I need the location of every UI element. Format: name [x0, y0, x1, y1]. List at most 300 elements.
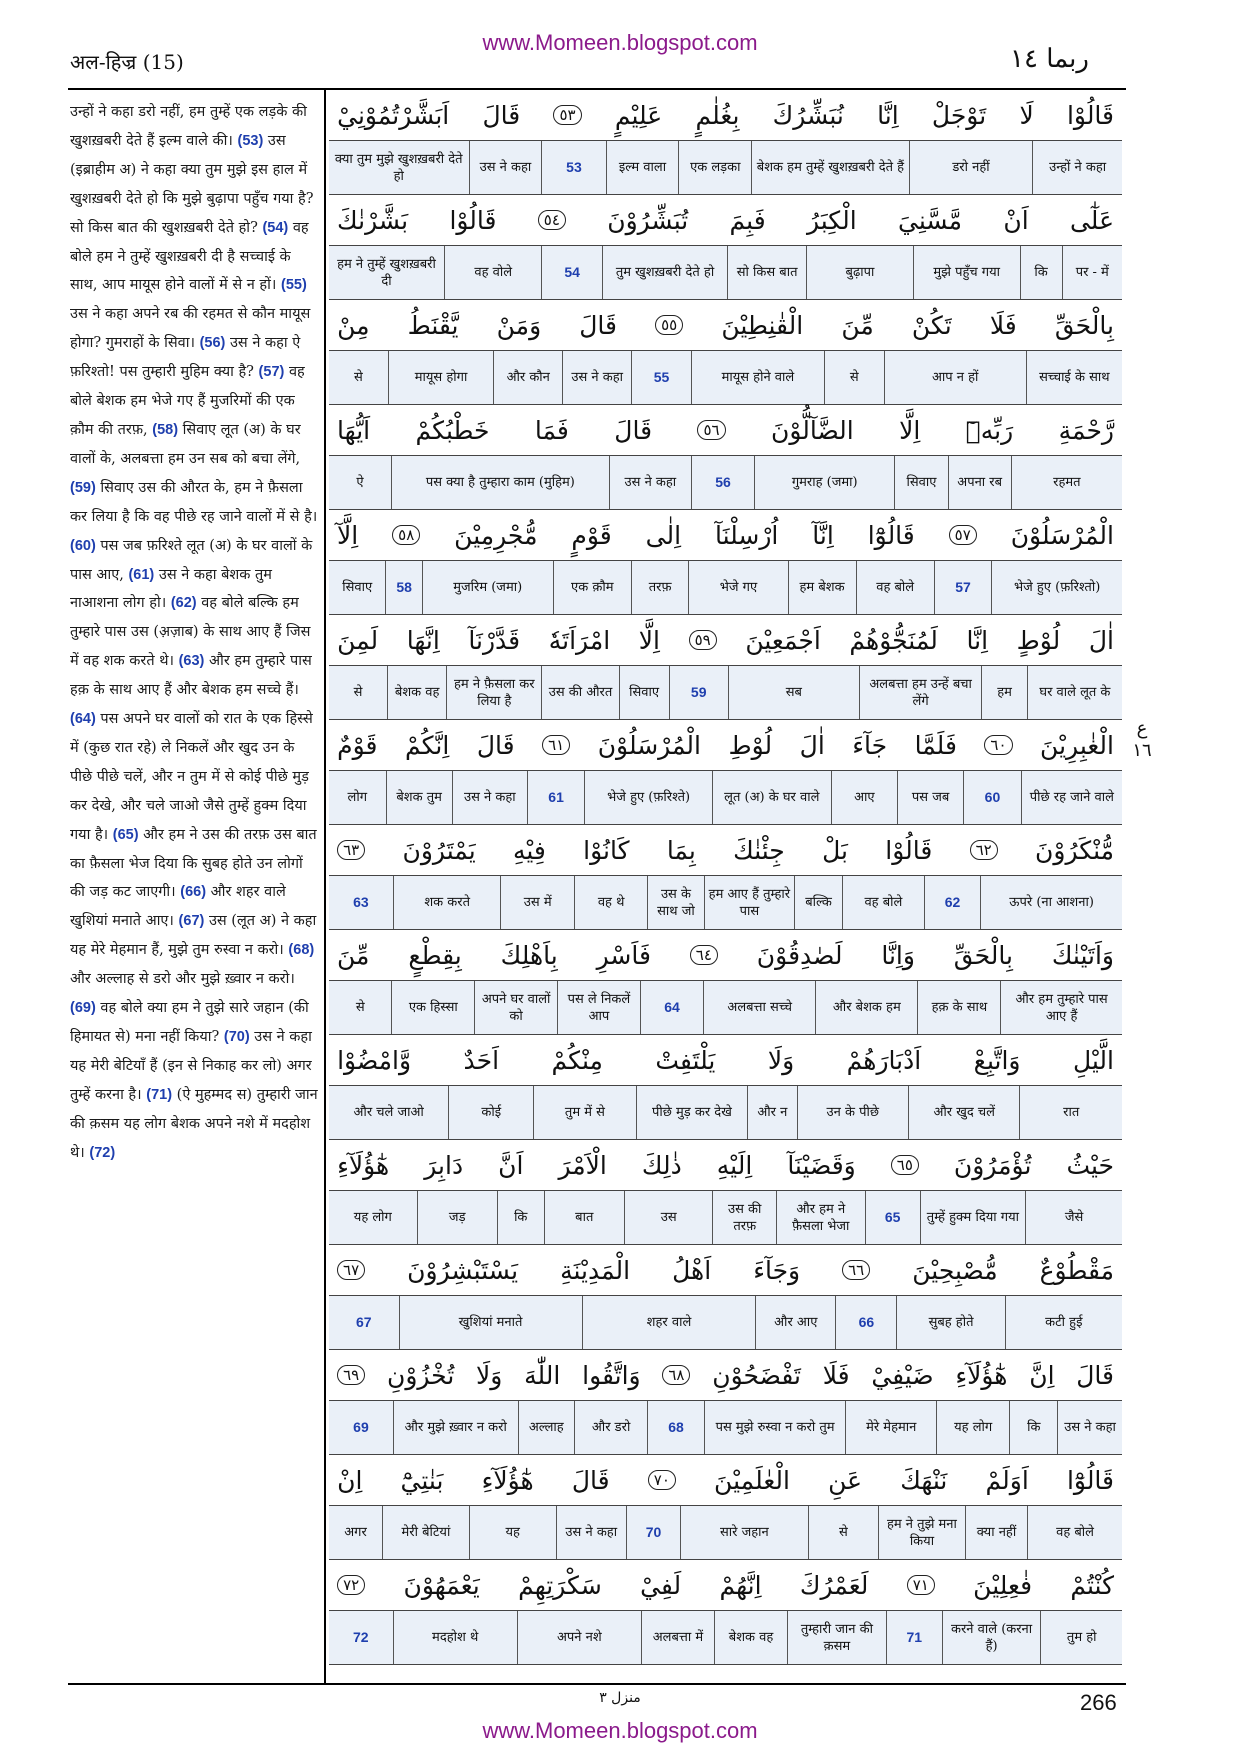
word-meaning-row	[329, 1085, 1122, 1140]
translation-text: उस ने कहा बेशक तुम नाआशना लोग हो।	[70, 566, 272, 612]
arabic-word: اِنْ	[337, 1465, 363, 1495]
word-meaning-cell: बेशक हम तुम्हें खुशख़बरी देते हैं	[751, 141, 909, 194]
word-meaning-cell: मदहोश थे	[393, 1611, 517, 1664]
juz-label: ربما ١٤	[1010, 44, 1089, 74]
arabic-word: تَوْجَلْ	[931, 100, 987, 130]
word-meaning-cell: सिवाए	[342, 580, 373, 595]
verse-number: (63)	[178, 653, 205, 670]
word-meaning-cell: आप न हों	[884, 351, 1026, 404]
word-meaning-cell: लूत (अ) के घर वाले	[712, 771, 831, 824]
ayah-marker: ٥٦	[697, 420, 725, 440]
site-url-top[interactable]: www.Momeen.blogspot.com	[482, 30, 758, 55]
arabic-word: الَّيْلِ	[1072, 1045, 1114, 1075]
arabic-word: رَّحْمَةِ	[1058, 415, 1114, 445]
arabic-word: تُؤْمَرُوْنَ	[953, 1150, 1032, 1180]
ayah-marker: ٧٢	[337, 1575, 365, 1595]
arabic-word: اِلَّا	[638, 625, 660, 655]
arabic-word: هٰٓؤُلَآءِ	[481, 1465, 534, 1495]
verse-number: (65)	[112, 826, 139, 843]
arabic-word: بَشَّرْنٰكَ	[337, 205, 409, 235]
word-meaning-cell: पस जब	[897, 771, 963, 824]
translation-text: और हम तुम्हारे पास हक़ के साथ आए हैं और बेशक हम सच्चे हैं।	[70, 653, 312, 699]
word-by-word-grid	[329, 90, 1122, 1665]
arabic-word: يَمْتَرُوْنَ	[402, 835, 476, 865]
word-meaning-cell: सारे जहान	[680, 1506, 808, 1559]
arabic-word: قَالَ	[571, 1465, 610, 1495]
arabic-word: تُخْزُوْنِ	[386, 1360, 455, 1390]
arabic-word: مِنْكُمْ	[551, 1045, 603, 1075]
word-meaning-cell: तुम खुशख़बरी देते हो	[602, 246, 727, 299]
word-meaning-cell: शहर वाले	[582, 1296, 756, 1349]
word-meaning-cell: उस ने कहा	[469, 141, 542, 194]
word-meaning-cell: वह बोले	[856, 561, 934, 614]
word-meaning-cell: वह बोले	[1027, 1506, 1122, 1559]
arabic-verse-row	[329, 300, 1122, 350]
word-meaning-cell: मायूस होने वाले	[691, 351, 824, 404]
page-number: 266	[1080, 1690, 1117, 1715]
arabic-word: فَاَسْرِ	[596, 940, 651, 970]
word-meaning-cell: क्या नहीं	[965, 1506, 1027, 1559]
arabic-word: اِلٰى	[645, 520, 682, 550]
arabic-word: دَابِرَ	[424, 1150, 464, 1180]
arabic-verse-row	[329, 930, 1122, 980]
word-meaning-cell: अल्लाह	[518, 1401, 574, 1454]
arabic-word: الْمُرْسَلُوْنَ	[597, 730, 701, 760]
arabic-word: اَنْ	[1003, 205, 1029, 235]
ayah-marker: ٥٤	[538, 210, 566, 230]
ayah-marker: ٦٠	[984, 735, 1012, 755]
word-meaning-cell: हम ने तुझे मना किया	[878, 1506, 965, 1559]
arabic-word: اُرْسِلْنَآ	[714, 520, 779, 550]
arabic-word: لَا	[1019, 100, 1034, 130]
arabic-word: الْاَمْرَ	[558, 1150, 607, 1180]
word-meaning-cell: अपने नशे	[517, 1611, 641, 1664]
word-meaning-cell: पस मुझे रुस्वा न करो तुम	[704, 1401, 846, 1454]
arabic-verse-row	[329, 1560, 1122, 1610]
word-meaning-cell: और चले जाओ	[353, 1105, 424, 1120]
verse-number: (59)	[70, 479, 96, 496]
ruku-mark: ع ١٦	[1132, 718, 1152, 761]
word-meaning-cell: और कौन	[493, 351, 562, 404]
arabic-word: وَمَنْ	[496, 310, 542, 340]
arabic-verse-row	[329, 405, 1122, 455]
word-meaning-cell: रहमत	[1011, 456, 1122, 509]
word-meaning-cell: भेजे गए	[688, 561, 787, 614]
word-meaning-cell: और आए	[755, 1296, 835, 1349]
verse-number: (69)	[70, 1000, 96, 1017]
arabic-word: مِّنَ	[841, 310, 874, 340]
word-meaning-cell: सिवाए	[894, 456, 947, 509]
word-meaning-cell: बेशक वह	[714, 1611, 787, 1664]
surah-title: अल-हिज्र (15)	[70, 50, 184, 74]
word-meaning-cell: मेरी बेटियां	[382, 1506, 469, 1559]
verse-number: (64)	[70, 711, 96, 728]
arabic-word: لَصٰدِقُوْنَ	[756, 940, 843, 970]
arabic-word: لَفِيْ	[640, 1570, 682, 1600]
site-url-bottom[interactable]: www.Momeen.blogspot.com	[482, 1718, 758, 1743]
arabic-word: بِاَهْلِكَ	[500, 940, 558, 970]
arabic-word: عَلٰٓى	[1069, 205, 1114, 235]
verse-number-cell: 70	[626, 1506, 680, 1559]
arabic-verse-row	[329, 1455, 1122, 1505]
word-meaning-cell: मायूस होगा	[388, 351, 493, 404]
word-meaning-cell: मेरे मेहमान	[845, 1401, 936, 1454]
ayah-marker: ٥٨	[392, 525, 420, 545]
verse-number-cell: 67	[356, 1314, 372, 1330]
arabic-word: وَاِنَّا	[881, 940, 915, 970]
word-meaning-cell: जड़	[417, 1191, 497, 1244]
arabic-word: لَمُنَجُّوْهُمْ	[849, 625, 938, 655]
word-meaning-cell: हम	[981, 666, 1027, 719]
arabic-word: قَالُوْا	[885, 835, 933, 865]
verse-number: (57)	[258, 364, 285, 381]
word-meaning-cell: हम ने फ़ैसला कर लिया है	[446, 666, 541, 719]
word-meaning-cell: उस के साथ जो	[647, 876, 703, 929]
arabic-word: اَحَدٌ	[463, 1045, 500, 1075]
word-meaning-cell: लोग	[347, 790, 368, 805]
word-meaning-cell: इल्म वाला	[606, 141, 679, 194]
word-meaning-cell: उस की तरफ़	[712, 1191, 776, 1244]
word-meaning-row	[329, 665, 1122, 720]
ayah-marker: ٦٣	[337, 840, 365, 860]
arabic-word: اِنَّكُمْ	[404, 730, 450, 760]
translation-text: वह बोले हम ने तुम्हें खुशख़बरी दी है सच्चाई के साथ, आप मायूस होने वालों में से न हों।	[70, 219, 309, 294]
word-meaning-cell: मुझे पहुँच गया	[913, 246, 1020, 299]
translation-text: सिवाए लूत (अ) के घर वालों के, अलबत्ता हम उन सब को बचा लेंगे,	[70, 421, 301, 467]
word-meaning-cell: हम ने तुम्हें खुशख़बरी दी	[337, 256, 436, 289]
arabic-word: مَّسَّنِيَ	[897, 205, 963, 235]
translation-text: और शहर वाले खुशियां मनाते आए।	[70, 884, 286, 930]
arabic-word: كُنْتُمْ	[1070, 1570, 1114, 1600]
verse-number-cell: 53	[541, 141, 605, 194]
ayah-marker: ٥٣	[553, 105, 581, 125]
translation-text: वह बोले क्या हम ने तुझे सारे जहान (की हिमायत से) मना नहीं किया?	[70, 1000, 309, 1045]
word-meaning-cell: अपने घर वालों को	[474, 981, 557, 1034]
word-meaning-row	[329, 980, 1122, 1035]
ayah-marker: ٦٨	[662, 1365, 690, 1385]
arabic-word: اِلَّآ	[337, 520, 359, 550]
arabic-word: رَبِّهٖٓ	[965, 415, 1014, 445]
verse-number-cell: 60	[963, 771, 1021, 824]
arabic-verse-row	[329, 720, 1122, 770]
arabic-word: وَلَا	[767, 1045, 795, 1075]
word-meaning-cell: घर वाले लूत के	[1027, 666, 1122, 719]
arabic-word: مُّصْبِحِيْنَ	[912, 1255, 998, 1285]
arabic-word: اِنَّهَا	[406, 625, 440, 655]
arabic-word: اِنَّا	[877, 100, 899, 130]
word-meaning-cell: यह लोग	[353, 1210, 392, 1225]
arabic-word: وَاتَّبِعْ	[973, 1045, 1021, 1075]
arabic-word: قَدَّرْنَآ	[468, 625, 521, 655]
arabic-word: مِّنَ	[337, 940, 370, 970]
arabic-word: بَنٰتِيْٓ	[400, 1465, 444, 1495]
word-meaning-cell: और हम ने फ़ैसला भेजा	[776, 1191, 865, 1244]
word-meaning-cell: अलबत्ता में	[641, 1611, 714, 1664]
verse-number: (55)	[281, 277, 307, 294]
arabic-word: فَمَا	[534, 415, 569, 445]
arabic-word: مُّجْرِمِيْنَ	[454, 520, 538, 550]
verse-number-cell: 58	[385, 561, 421, 614]
word-meaning-row	[329, 1505, 1122, 1560]
verse-number-cell: 72	[353, 1629, 369, 1645]
word-meaning-cell: गुमराह (जमा)	[754, 456, 894, 509]
word-meaning-cell: और हम तुम्हारे पास आए हैं	[1000, 981, 1122, 1034]
word-meaning-row	[329, 770, 1122, 825]
arabic-word: يَسْتَبْشِرُوْنَ	[407, 1255, 519, 1285]
verse-number-cell: 54	[541, 246, 601, 299]
translation-text: सिवाए उस की औरत के, हम ने फ़ैसला कर लिया है कि वह पीछे रह जाने वालों में से है।	[70, 479, 318, 525]
ayah-marker: ٦٤	[690, 945, 718, 965]
word-meaning-cell: बुढ़ापा	[806, 246, 913, 299]
word-meaning-cell: पर - में	[1062, 246, 1122, 299]
ayah-marker: ٧١	[907, 1575, 935, 1595]
word-meaning-cell: वह वोले	[444, 246, 541, 299]
word-meaning-row	[329, 875, 1122, 930]
word-meaning-cell: उस ने कहा	[609, 456, 691, 509]
verse-number: (70)	[223, 1029, 250, 1045]
arabic-word: بَلْ	[822, 835, 848, 865]
word-meaning-cell: कटी हुई	[1005, 1296, 1122, 1349]
arabic-word: بِالْحَقِّ	[1054, 310, 1114, 340]
arabic-word: اِنَّهُمْ	[719, 1570, 762, 1600]
word-meaning-row	[329, 245, 1122, 300]
arabic-word: عَنِ	[828, 1465, 863, 1495]
word-meaning-cell: और मुझे ख़्वार न करो	[393, 1401, 518, 1454]
arabic-word: الْغٰبِرِيْنَ	[1040, 730, 1114, 760]
word-meaning-row	[329, 1400, 1122, 1455]
verse-number-cell: 68	[647, 1401, 703, 1454]
arabic-word: جَآءَ	[852, 730, 888, 760]
word-meaning-row	[329, 1295, 1122, 1350]
arabic-word: اللّٰهَ	[524, 1360, 561, 1390]
ayah-marker: ٦٢	[970, 840, 998, 860]
word-meaning-cell: पीछे मुड़ कर देखे	[636, 1086, 747, 1139]
arabic-word: امْرَاَتَهٗ	[548, 625, 611, 655]
column-divider	[324, 88, 326, 1685]
word-meaning-cell: और न	[747, 1086, 796, 1139]
word-meaning-cell: एक क़ौम	[553, 561, 631, 614]
translation-verse	[70, 711, 313, 843]
word-meaning-cell: अगर	[344, 1525, 367, 1540]
arabic-word: ذٰلِكَ	[641, 1150, 682, 1180]
arabic-word: الْكِبَرُ	[806, 205, 857, 235]
word-meaning-cell: एक हिस्सा	[391, 981, 474, 1034]
arabic-word: لُوْطٍ	[1016, 625, 1061, 655]
arabic-word: قَالُوْٓا	[867, 520, 915, 550]
arabic-word: اَوَلَمْ	[985, 1465, 1029, 1495]
arabic-word: فِيْهِ	[512, 835, 546, 865]
ayah-marker: ٥٩	[689, 630, 717, 650]
arabic-word: خَطْبُكُمْ	[415, 415, 490, 445]
word-meaning-cell: तुम हो	[1040, 1611, 1122, 1664]
arabic-word: اٰلَ	[799, 730, 825, 760]
arabic-word: الضَّآلُّوْنَ	[770, 415, 854, 445]
arabic-word: بِالْحَقِّ	[953, 940, 1013, 970]
verse-number: (66)	[180, 884, 207, 901]
verse-number: (54)	[262, 219, 289, 236]
word-meaning-cell: वह बोले	[842, 876, 924, 929]
word-meaning-cell: उस	[624, 1191, 713, 1244]
word-meaning-cell: से	[354, 370, 363, 385]
word-meaning-cell: कोई	[448, 1086, 533, 1139]
arabic-word: فَلَا	[989, 310, 1017, 340]
arabic-word: وَلَا	[476, 1360, 503, 1390]
arabic-word: مِنْ	[337, 310, 370, 340]
arabic-verse-row	[329, 510, 1122, 560]
word-meaning-cell: और बेशक हम	[815, 981, 917, 1034]
translation-text: उस ने कहा यह मेरी बेटियाँ हैं (इन से निकाह कर लो) अगर तुम्हें करना है।	[70, 1029, 312, 1103]
word-meaning-row	[329, 560, 1122, 615]
word-meaning-cell: अलबत्ता सच्चे	[703, 981, 815, 1034]
arabic-word: الْمَدِيْنَةِ	[560, 1255, 631, 1285]
word-meaning-cell: कि	[497, 1191, 544, 1244]
word-meaning-cell: अलबत्ता हम उन्हें बचा लेंगे	[859, 666, 981, 719]
arabic-word: قَالُوْا	[449, 205, 497, 235]
arabic-word: بِغُلٰمٍ	[695, 100, 740, 130]
arabic-word: تَكُنْ	[911, 310, 952, 340]
word-meaning-cell: अपना रब	[948, 456, 1011, 509]
arabic-word: الْعٰلَمِيْنَ	[714, 1465, 790, 1495]
arabic-word: هٰٓؤُلَآءِ	[955, 1360, 1008, 1390]
word-meaning-row	[329, 140, 1122, 195]
arabic-word: تَفْضَحُوْنِ	[712, 1360, 801, 1390]
word-meaning-cell: बेशक तुम	[386, 771, 452, 824]
verse-number: (61)	[128, 566, 155, 583]
verse-number-cell: 65	[865, 1191, 920, 1244]
word-meaning-cell: तुम में से	[533, 1086, 636, 1139]
word-meaning-cell: सच्चाई के साथ	[1026, 351, 1122, 404]
arabic-word: اِنَّ	[1029, 1360, 1055, 1390]
arabic-word: اِنَّا	[966, 625, 989, 655]
verse-number-cell: 59	[669, 666, 728, 719]
verse-number: (56)	[199, 335, 226, 352]
ayah-marker: ٥٥	[655, 315, 683, 335]
arabic-word: قَوْمٍ	[571, 520, 612, 550]
translation-text: और हम ने उस की तरफ़ उस बात का फ़ैसला भेज दिया कि सुबह होते उन लोगों की जड़ कट जाएगी।	[70, 826, 317, 901]
ayah-marker: ٦٦	[842, 1260, 870, 1280]
arabic-word: فَلَمَّا	[914, 730, 957, 760]
arabic-word: سَكْرَتِهِمْ	[518, 1570, 602, 1600]
word-meaning-cell: सब	[728, 666, 859, 719]
ayah-marker: ٧٠	[648, 1470, 676, 1490]
ayah-marker: ٦٥	[891, 1155, 919, 1175]
arabic-word: اَبَشَّرْتُمُوْنِيْ	[337, 100, 450, 130]
verse-number-cell: 62	[924, 876, 980, 929]
arabic-word: عَلِيْمٍ	[614, 100, 663, 130]
translation-text: और अल्लाह से डरो और मुझे ख़्वार न करो।	[70, 971, 295, 988]
word-meaning-cell: बात	[544, 1191, 624, 1244]
ayah-marker: ٦٩	[337, 1365, 365, 1385]
arabic-word: كَانُوْا	[583, 835, 630, 865]
word-meaning-cell: यह लोग	[936, 1401, 1009, 1454]
word-meaning-cell: उस ने कहा	[1057, 1401, 1122, 1454]
word-meaning-cell: उन्हों ने कहा	[1032, 141, 1122, 194]
translation-text: (ऐ मुहम्मद स) तुम्हारी जान की क़सम यह लोग बेशक अपने नशे में मदहोश थे।	[70, 1086, 318, 1161]
verse-number: (72)	[89, 1144, 116, 1161]
word-meaning-cell: जैसे	[1025, 1191, 1122, 1244]
arabic-word: اَيُّهَا	[337, 415, 371, 445]
arabic-word: فٰعِلِيْنَ	[973, 1570, 1033, 1600]
arabic-verse-row	[329, 90, 1122, 140]
arabic-word: فَبِمَ	[729, 205, 766, 235]
word-meaning-cell: कि	[1020, 246, 1062, 299]
arabic-word: اِلَيْهِ	[716, 1150, 753, 1180]
arabic-word: نُبَشِّرُكَ	[772, 100, 844, 130]
arabic-word: الْقٰنِطِيْنَ	[721, 310, 804, 340]
verse-number-cell: 55	[631, 351, 691, 404]
word-meaning-cell: सिवाए	[619, 666, 669, 719]
word-meaning-cell: डरो नहीं	[909, 141, 1033, 194]
verse-number-cell: 64	[640, 981, 703, 1034]
word-meaning-cell: उस ने कहा	[556, 1506, 626, 1559]
word-meaning-cell: बेशक वह	[387, 666, 446, 719]
verse-number-cell: 63	[353, 894, 369, 910]
manzil-label: منزل ٣	[599, 1690, 641, 1706]
word-meaning-cell: भेजे हुए (फ़रिश्तो)	[991, 561, 1122, 614]
arabic-word: مَقْطُوْعٌ	[1039, 1255, 1114, 1285]
arabic-word: وَقَضَيْنَآ	[787, 1150, 856, 1180]
word-meaning-cell: पस क्या है तुम्हारा काम (मुहिम)	[391, 456, 609, 509]
bottom-rule	[68, 1683, 1126, 1685]
word-meaning-cell: हम आए हैं तुम्हारे पास	[704, 876, 795, 929]
word-meaning-cell: सुबह होते	[896, 1296, 1004, 1349]
arabic-word: هٰٓؤُلَآءِ	[337, 1150, 390, 1180]
word-meaning-cell: और खुद चलें	[908, 1086, 1019, 1139]
word-meaning-cell: हक़ के साथ	[917, 981, 1000, 1034]
word-meaning-cell: आए	[831, 771, 897, 824]
arabic-word: اِنَّآ	[812, 520, 834, 550]
word-meaning-row	[329, 1610, 1122, 1665]
word-meaning-cell: करने वाले (करना हैं)	[942, 1611, 1041, 1664]
arabic-verse-row	[329, 195, 1122, 245]
word-meaning-cell: भेजे हुए (फ़रिश्ते)	[584, 771, 712, 824]
translation-text: वह बोले बेशक हम भेजे गए हैं मुजरिमों की एक क़ौम की तरफ़,	[70, 364, 305, 438]
arabic-word: اٰلَ	[1088, 625, 1114, 655]
translation-text: पस जब फ़रिश्ते लूत (अ) के घर वालों के पास आए,	[70, 537, 313, 583]
verse-number: (62)	[170, 595, 197, 612]
verse-number: (53)	[237, 132, 264, 149]
arabic-word: قَالُوْٓا	[1066, 1465, 1114, 1495]
arabic-word: قَالَ	[614, 415, 653, 445]
ayah-marker: ٦١	[542, 735, 570, 755]
word-meaning-cell: उस में	[500, 876, 573, 929]
arabic-word: قَالَ	[482, 100, 521, 130]
verse-number-cell: 56	[691, 456, 754, 509]
arabic-word: قَالَ	[579, 310, 617, 340]
arabic-word: قَالَ	[476, 730, 515, 760]
verse-number: (67)	[178, 913, 205, 930]
arabic-word: يَلْتَفِتْ	[655, 1045, 716, 1075]
verse-number-cell: 57	[934, 561, 991, 614]
word-meaning-row	[329, 1190, 1122, 1245]
word-meaning-cell: से	[808, 1506, 878, 1559]
arabic-word: يَّقْنَطُ	[407, 310, 459, 340]
word-meaning-cell: तुम्हें हुक्म दिया गया	[920, 1191, 1025, 1244]
arabic-word: قَالُوْا	[1066, 100, 1114, 130]
verse-number-cell: 66	[835, 1296, 896, 1349]
word-meaning-cell: हम बेशक	[788, 561, 856, 614]
word-meaning-cell: उस की औरत	[541, 666, 618, 719]
arabic-word: الْمُرْسَلُوْنَ	[1010, 520, 1114, 550]
arabic-word: نَنْهَكَ	[900, 1465, 948, 1495]
translation-text: वह बोले बल्कि हम तुम्हारे पास उस (अ़ज़ाब) के साथ आए हैं जिस में वह शक करते थे।	[70, 595, 311, 670]
word-meaning-cell: खुशियां मनाते	[399, 1296, 582, 1349]
arabic-word: لَعَمْرُكَ	[799, 1570, 869, 1600]
verse-number: (58)	[152, 421, 179, 438]
hindi-translation-column	[70, 98, 318, 1168]
arabic-word: حَيْثُ	[1066, 1150, 1114, 1180]
arabic-word: اَجْمَعِيْنَ	[745, 625, 821, 655]
